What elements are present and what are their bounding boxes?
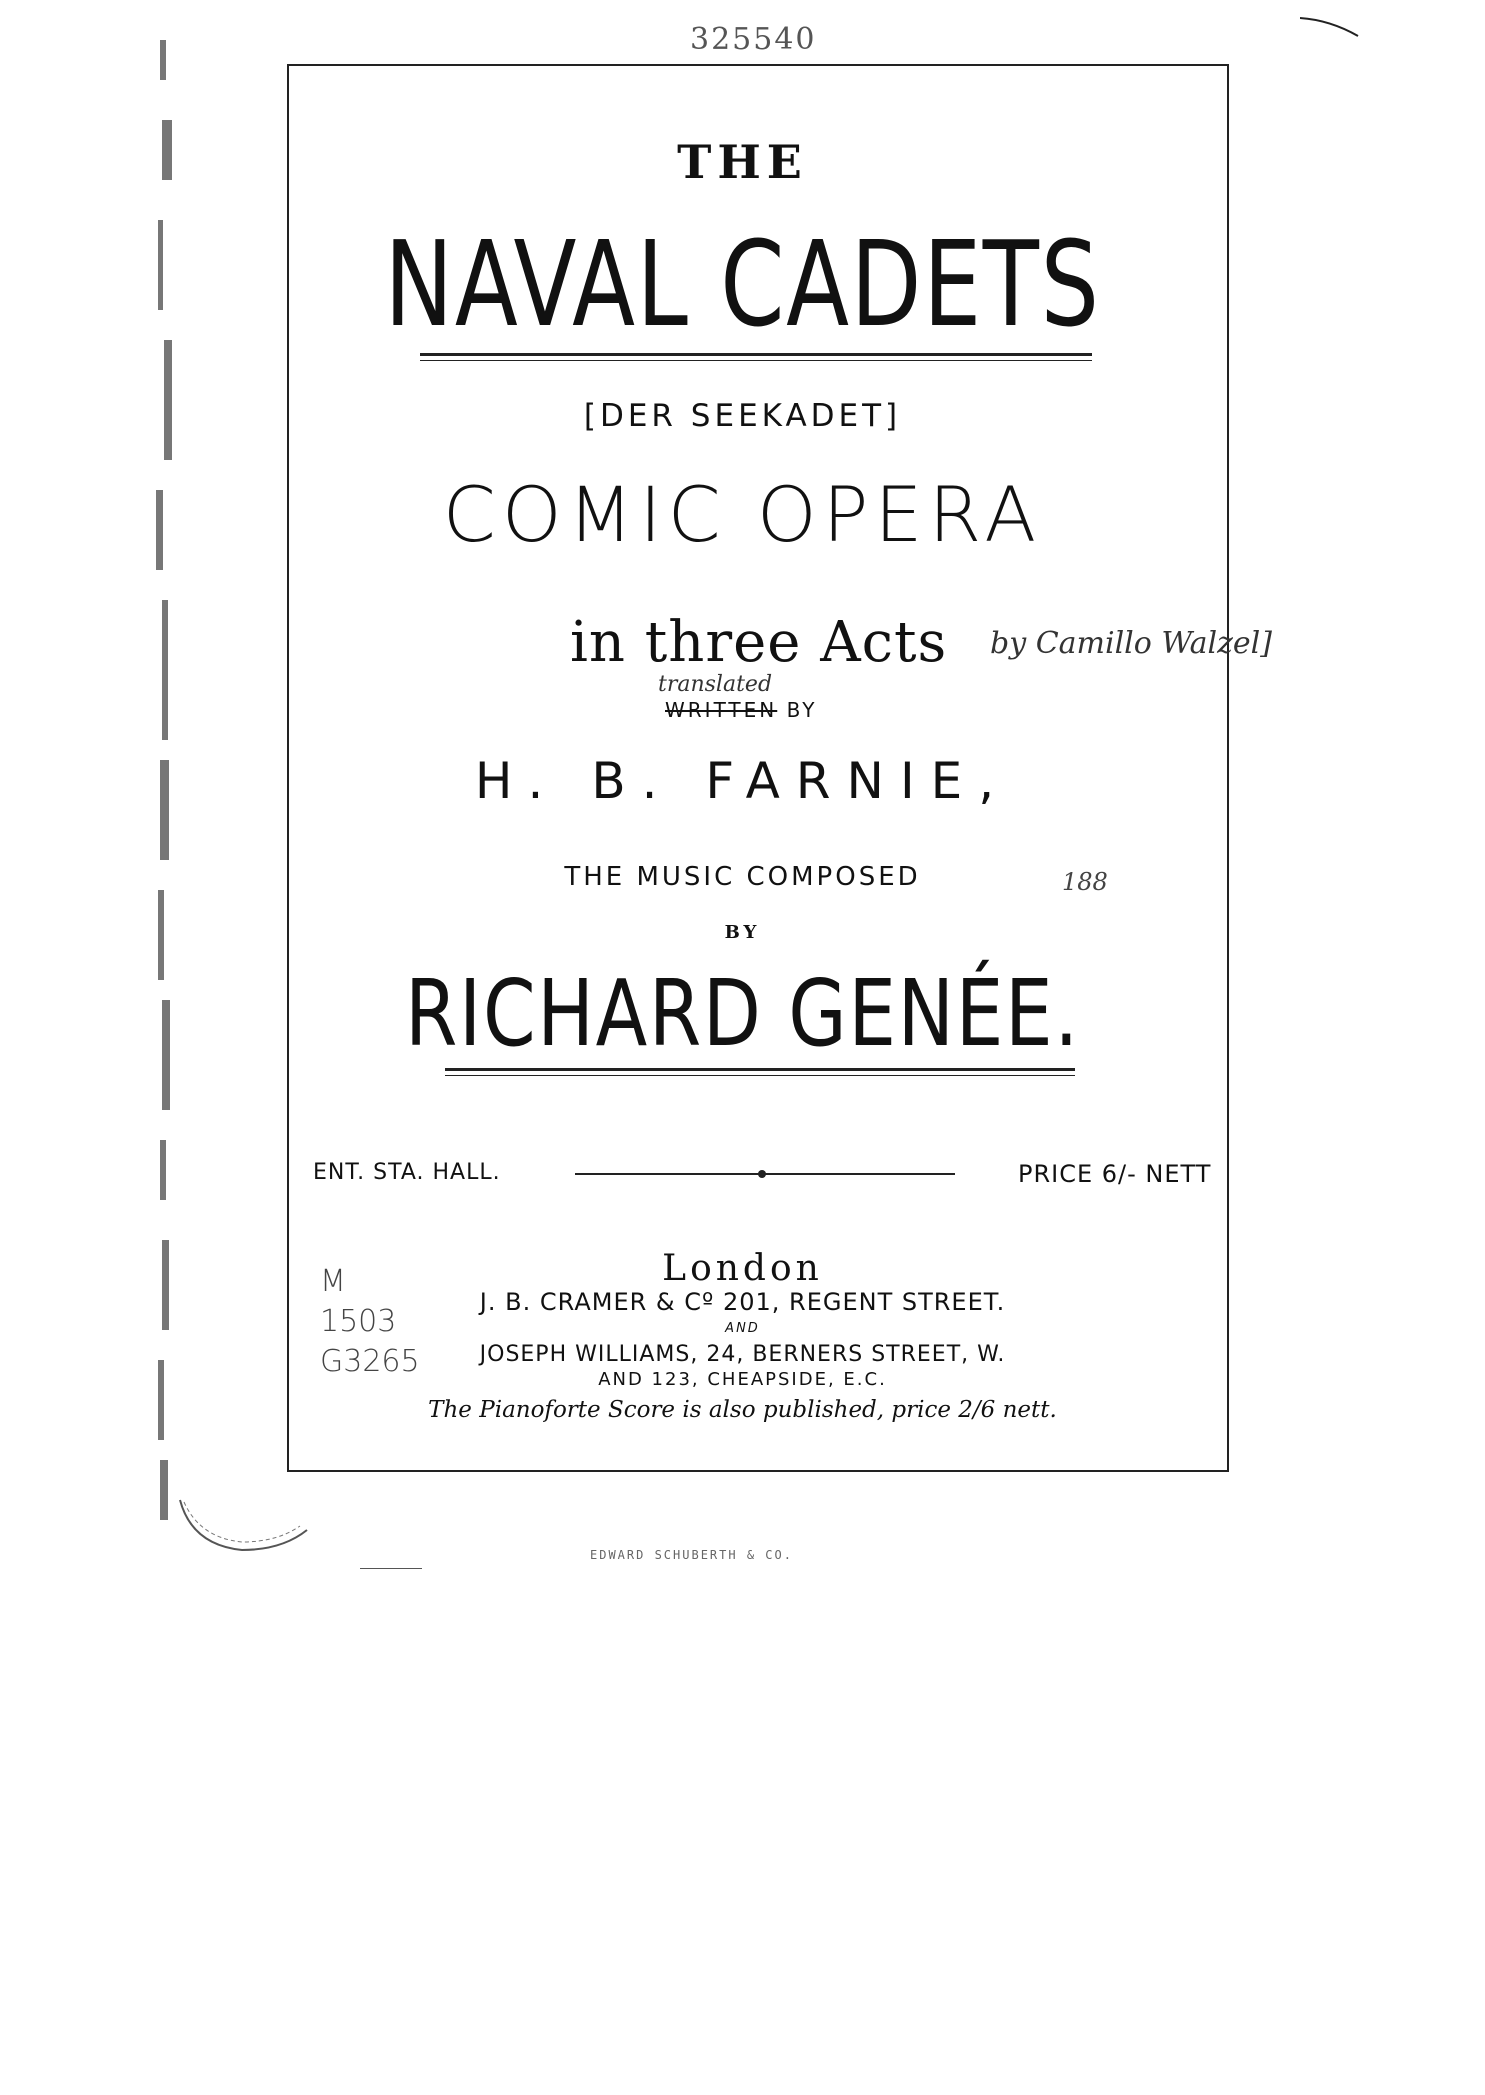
- publisher-and: AND: [725, 1321, 760, 1336]
- handwritten-year: 188: [1062, 868, 1108, 896]
- divider-dot: [758, 1170, 766, 1178]
- corner-scan-mark: [1300, 10, 1360, 40]
- library-call-number: [320, 1262, 420, 1382]
- stamp-underline: [360, 1568, 422, 1569]
- music-composed-line: THE MUSIC COMPOSED: [564, 862, 921, 892]
- entered-stationers-hall: ENT. STA. HALL.: [313, 1160, 501, 1185]
- call-number-cutter: G3265: [320, 1344, 420, 1379]
- composer-rule-thick: [445, 1068, 1075, 1071]
- german-title: [DER SEEKADET]: [583, 398, 902, 434]
- title-rule-thin: [420, 360, 1092, 361]
- handwritten-translated: translated: [658, 672, 773, 697]
- by-word: BY: [786, 698, 818, 722]
- main-title: NAVAL CADETS: [384, 215, 1101, 353]
- library-stamp: [172, 1490, 312, 1560]
- publisher-secondary: JOSEPH WILLIAMS, 24, BERNERS STREET, W.: [479, 1342, 1006, 1367]
- publisher-primary: J. B. CRAMER & Cº 201, REGENT STREET.: [479, 1288, 1006, 1316]
- acts-line: in three Acts: [570, 610, 948, 675]
- written-word: WRITTEN: [665, 698, 778, 722]
- title-rule-thick: [420, 353, 1092, 356]
- title-article: THE: [677, 135, 808, 189]
- pianoforte-score-note: The Pianoforte Score is also published, price 2/6 nett.: [428, 1397, 1057, 1423]
- publisher-city: London: [662, 1248, 823, 1289]
- price-label: PRICE 6/- NETT: [1018, 1160, 1212, 1188]
- call-number-class: M: [320, 1264, 346, 1299]
- composer-rule-thin: [445, 1075, 1075, 1076]
- composer-name: RICHARD GENÉE.: [404, 960, 1080, 1067]
- author-name: H. B. FARNIE,: [474, 752, 1011, 810]
- accession-number: 325540: [690, 22, 817, 57]
- composer-by: BY: [724, 922, 761, 943]
- genre-heading: COMIC OPERA: [442, 470, 1043, 559]
- handwritten-note-by: by Camillo Walzel]: [990, 626, 1272, 661]
- written-by-line: [665, 698, 817, 722]
- printer-imprint: EDWARD SCHUBERTH & CO.: [590, 1548, 793, 1562]
- call-number-number: 1503: [320, 1304, 397, 1339]
- publisher-secondary-address: AND 123, CHEAPSIDE, E.C.: [598, 1369, 887, 1390]
